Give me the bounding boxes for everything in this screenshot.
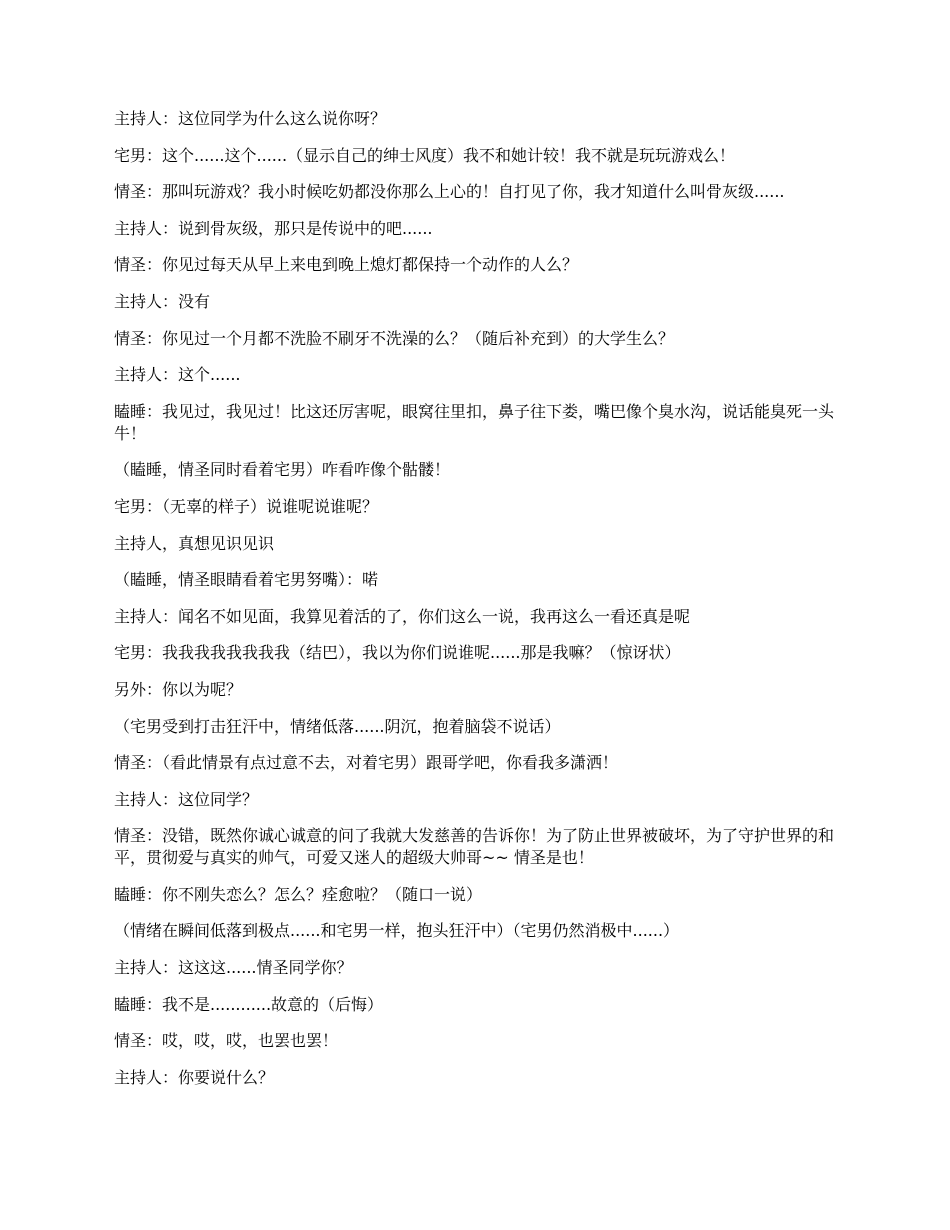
dialogue-line: 主持人：这位同学为什么这么说你呀？	[114, 109, 387, 128]
stage-direction: （宅男受到打击狂汗中，情绪低落......阴沉，抱着脑袋不说话）	[114, 716, 561, 736]
dialogue-line: 另外：你以为呢？	[114, 679, 243, 699]
dialogue-line: 主持人：这位同学？	[114, 789, 259, 809]
dialogue-line: 主持人：没有	[114, 291, 211, 311]
dialogue-line: 瞌睡：我见过，我见过！比这还厉害呢，眼窝往里扣，鼻子往下娄，嘴巴像个臭水沟，说话能臭死一头牛！	[114, 401, 835, 443]
dialogue-line: 主持人：闻名不如见面，我算见着活的了，你们这么一说，我再这么一看还真是呢	[114, 606, 691, 626]
dialogue-line: 瞌睡：你不刚失恋么？怎么？痊愈啦？（随口一说）	[114, 884, 483, 904]
dialogue-line: 情圣：那叫玩游戏？我小时候吃奶都没你那么上心的！自打见了你，我才知道什么叫骨灰级......	[114, 182, 785, 202]
dialogue-line: 情圣：哎，哎，哎，也罢也罢！	[114, 1031, 339, 1051]
dialogue-line: 主持人，真想见识见识	[114, 533, 275, 553]
dialogue-line: 宅男：这个......这个......（显示自己的绅士风度）我不和她计较！我不就是玩玩游戏么！	[114, 145, 736, 165]
dialogue-line: 主持人：这个......	[114, 365, 241, 385]
dialogue-line: 主持人：这这这......情圣同学你？	[114, 958, 353, 978]
stage-direction: （情绪在瞬间低落到极点......和宅男一样，抱头狂汗中）（宅男仍然消极中......）	[114, 921, 680, 941]
dialogue-line: 主持人：说到骨灰级，那只是传说中的吧......	[114, 218, 433, 238]
stage-direction: （瞌睡，情圣眼睛看着宅男努嘴）：喏	[114, 570, 379, 590]
dialogue-line: 宅男：（无辜的样子）说谁呢说谁呢？	[114, 496, 379, 516]
dialogue-line: 瞌睡：我不是............故意的（后悔）	[114, 994, 384, 1014]
document-page	[114, 108, 844, 1103]
stage-direction: （瞌睡，情圣同时看着宅男）咋看咋像个骷髅！	[114, 460, 451, 480]
dialogue-line: 宅男：我我我我我我我我（结巴），我以为你们说谁呢......那是我嘛？（惊讶状）	[114, 643, 681, 663]
dialogue-line: 情圣：你见过每天从早上来电到晚上熄灯都保持一个动作的人么？	[114, 255, 579, 275]
dialogue-line: 主持人：你要说什么？	[114, 1067, 275, 1087]
dialogue-line: 情圣：你见过一个月都不洗脸不刷牙不洗澡的么？（随后补充到）的大学生么？	[114, 328, 675, 348]
dialogue-line: 情圣：没错，既然你诚心诚意的问了我就大发慈善的告诉你！为了防止世界被破坏，为了守护世界的和平，贯彻爱与真实的帅气，可爱又迷人的超级大帅哥~~ 情圣是也！	[114, 826, 835, 868]
dialogue-line: 情圣：（看此情景有点过意不去，对着宅男）跟哥学吧，你看我多潇洒！	[114, 753, 619, 773]
